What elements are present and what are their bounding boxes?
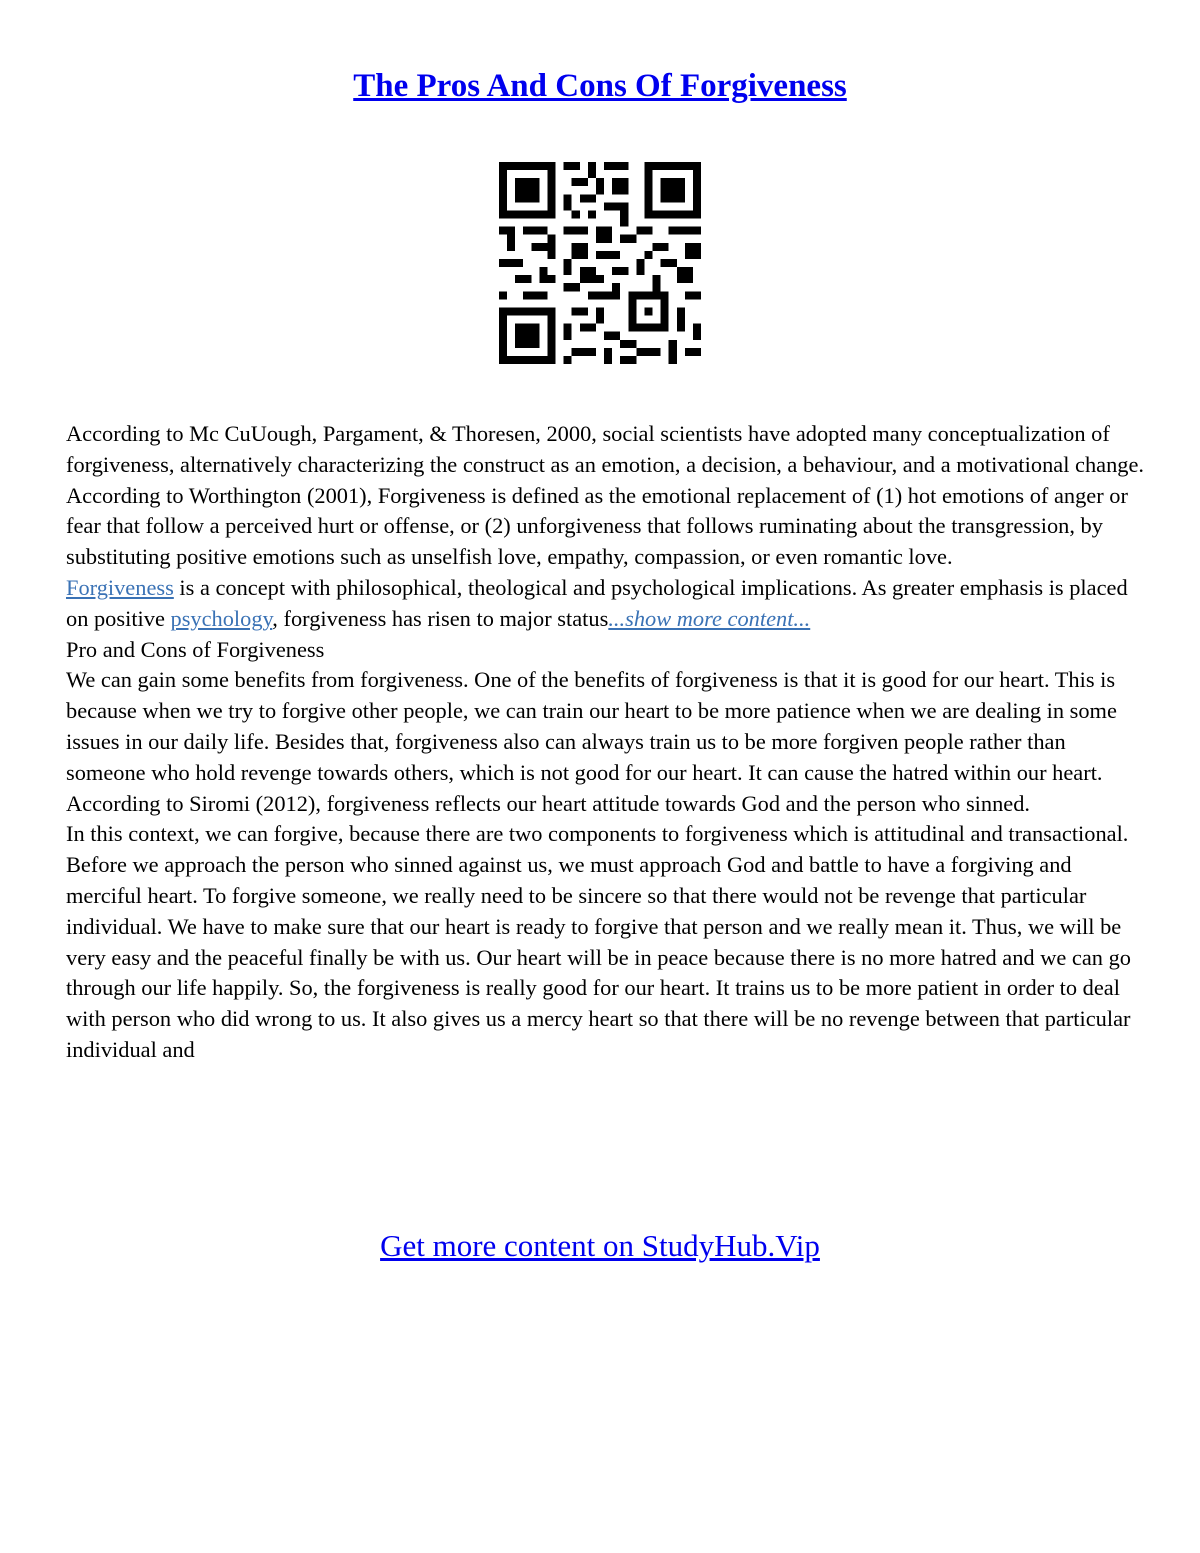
- forgiveness-link[interactable]: Forgiveness: [66, 574, 174, 600]
- intro-paragraph: [66, 419, 1146, 635]
- paragraph-context: In this context, we can forgive, because there are two components to forgiveness which is attitudinal and transactional. Before we approach the person who sinned against us, we must approach God and battle to have a forgiving and merciful heart. To forgive someone, we really need to be sincere so that there would not be revenge that particular individual. We have to make sure that our heart is ready to forgive that person and we really mean it. Thus, we will be very easy and the peaceful finally be with us. Our heart will be in peace because there is no more hatred and we can go through our life happily. So, the forgiveness is really good for our heart. It trains us to be more patient in order to deal with person who did wrong to us. It also gives us a mercy heart so that there will be no revenge between that particular individual and: [66, 821, 1131, 1062]
- psychology-link[interactable]: psychology: [170, 605, 273, 631]
- qr-code-icon: [499, 162, 701, 364]
- title-link[interactable]: The Pros And Cons Of Forgiveness: [353, 68, 847, 104]
- intro-text-1: According to Mc CuUough, Pargament, & Thoresen, 2000, social scientists have adopted many conceptualization of forgiveness, alternatively characterizing the construct as an emotion, a decision, a behaviour, and a motivational change. According to Worthington (2001), Forgiveness is defined as the emotional replacement of (1) hot emotions of anger or fear that follow a perceived hurt or offense, or (2) unforgiveness that follows ruminating about the transgression, by substituting positive emotions such as unselfish love, empathy, compassion, or even romantic love.: [66, 421, 1145, 570]
- show-more-link[interactable]: ...show more content...: [608, 605, 811, 631]
- footer: [0, 1226, 1200, 1266]
- paragraph-benefits: We can gain some benefits from forgiveness. One of the benefits of forgiveness is that it is good for our heart. This is because when we try to forgive other people, we can train our heart to be more patience when we are dealing in some issues in our daily life. Besides that, forgiveness also can always train us to be more forgiven people rather than someone who hold revenge towards others, which is not good for our heart. It can cause the hatred within our heart. According to Siromi (2012), forgiveness reflects our heart attitude towards God and the person who sinned.: [66, 667, 1117, 816]
- document-body: [66, 419, 1146, 1066]
- page-title: [0, 64, 1200, 108]
- intro-text-2: is a concept with philosophical, theological and psychological implications. As greater emphasis is placed on positive: [66, 574, 1128, 631]
- qr-code-graphic: [499, 162, 701, 364]
- section-heading: Pro and Cons of Forgiveness: [66, 636, 325, 662]
- get-more-content-link[interactable]: Get more content on StudyHub.Vip: [380, 1228, 820, 1263]
- intro-text-3: , forgiveness has risen to major status: [272, 605, 609, 631]
